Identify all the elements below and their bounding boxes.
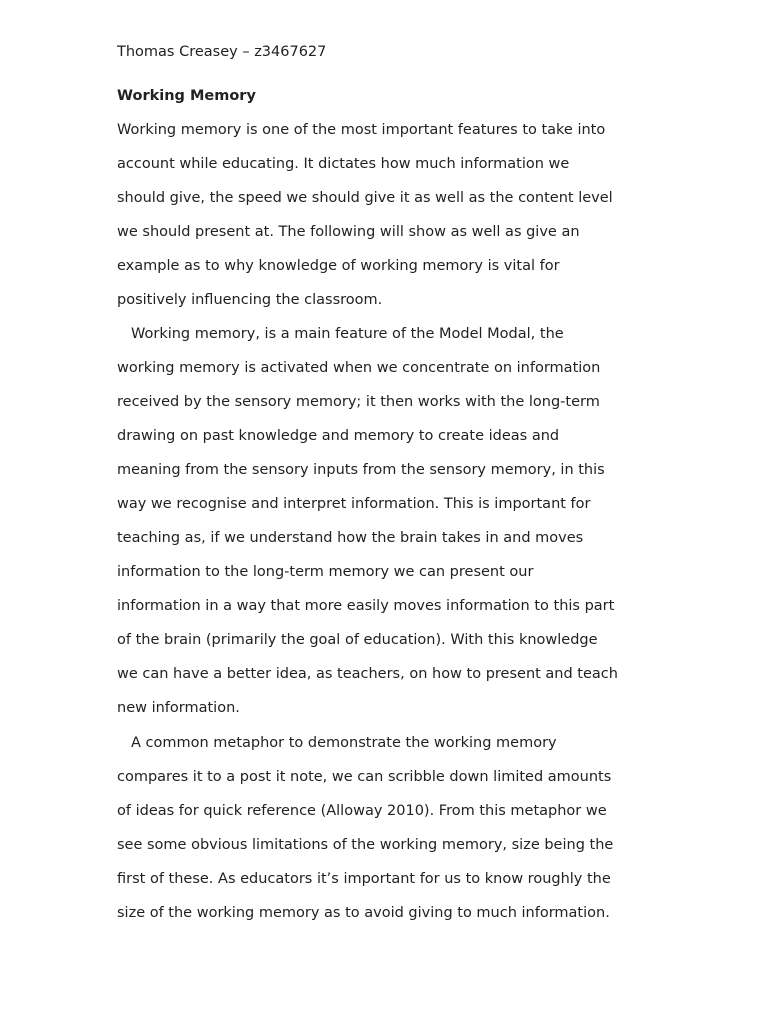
body-line: information in a way that more easily moves information to this part	[117, 598, 615, 614]
author-line: Thomas Creasey – z3467627	[117, 44, 327, 60]
body-line: first of these. As educators it’s important for us to know roughly the	[117, 871, 611, 887]
body-line: see some obvious limitations of the working memory, size being the	[117, 837, 614, 853]
body-line: received by the sensory memory; it then works with the long-term	[117, 394, 600, 410]
body-line: account while educating. It dictates how much information we	[117, 156, 570, 172]
body-line: way we recognise and interpret information. This is important for	[117, 496, 591, 512]
body-line: Working memory is one of the most important features to take into	[117, 122, 606, 138]
body-line: information to the long-term memory we can present our	[117, 564, 534, 580]
body-line: A common metaphor to demonstrate the working memory	[131, 735, 557, 751]
body-line: teaching as, if we understand how the brain takes in and moves	[117, 530, 584, 546]
body-line: new information.	[117, 700, 240, 716]
body-line: Working memory, is a main feature of the Model Modal, the	[131, 326, 564, 342]
body-line: we can have a better idea, as teachers, on how to present and teach	[117, 666, 618, 682]
body-line: compares it to a post it note, we can scribble down limited amounts	[117, 769, 612, 785]
body-line: positively influencing the classroom.	[117, 292, 383, 308]
section-heading: Working Memory	[117, 88, 256, 104]
body-line: meaning from the sensory inputs from the sensory memory, in this	[117, 462, 605, 478]
body-line: of ideas for quick reference (Alloway 2010). From this metaphor we	[117, 803, 607, 819]
body-line: we should present at. The following will show as well as give an	[117, 224, 580, 240]
body-line: example as to why knowledge of working memory is vital for	[117, 258, 560, 274]
body-line: of the brain (primarily the goal of education). With this knowledge	[117, 632, 598, 648]
body-line: should give, the speed we should give it as well as the content level	[117, 190, 613, 206]
body-line: drawing on past knowledge and memory to create ideas and	[117, 428, 560, 444]
body-line: working memory is activated when we concentrate on information	[117, 360, 601, 376]
body-line: size of the working memory as to avoid giving to much information.	[117, 905, 610, 921]
